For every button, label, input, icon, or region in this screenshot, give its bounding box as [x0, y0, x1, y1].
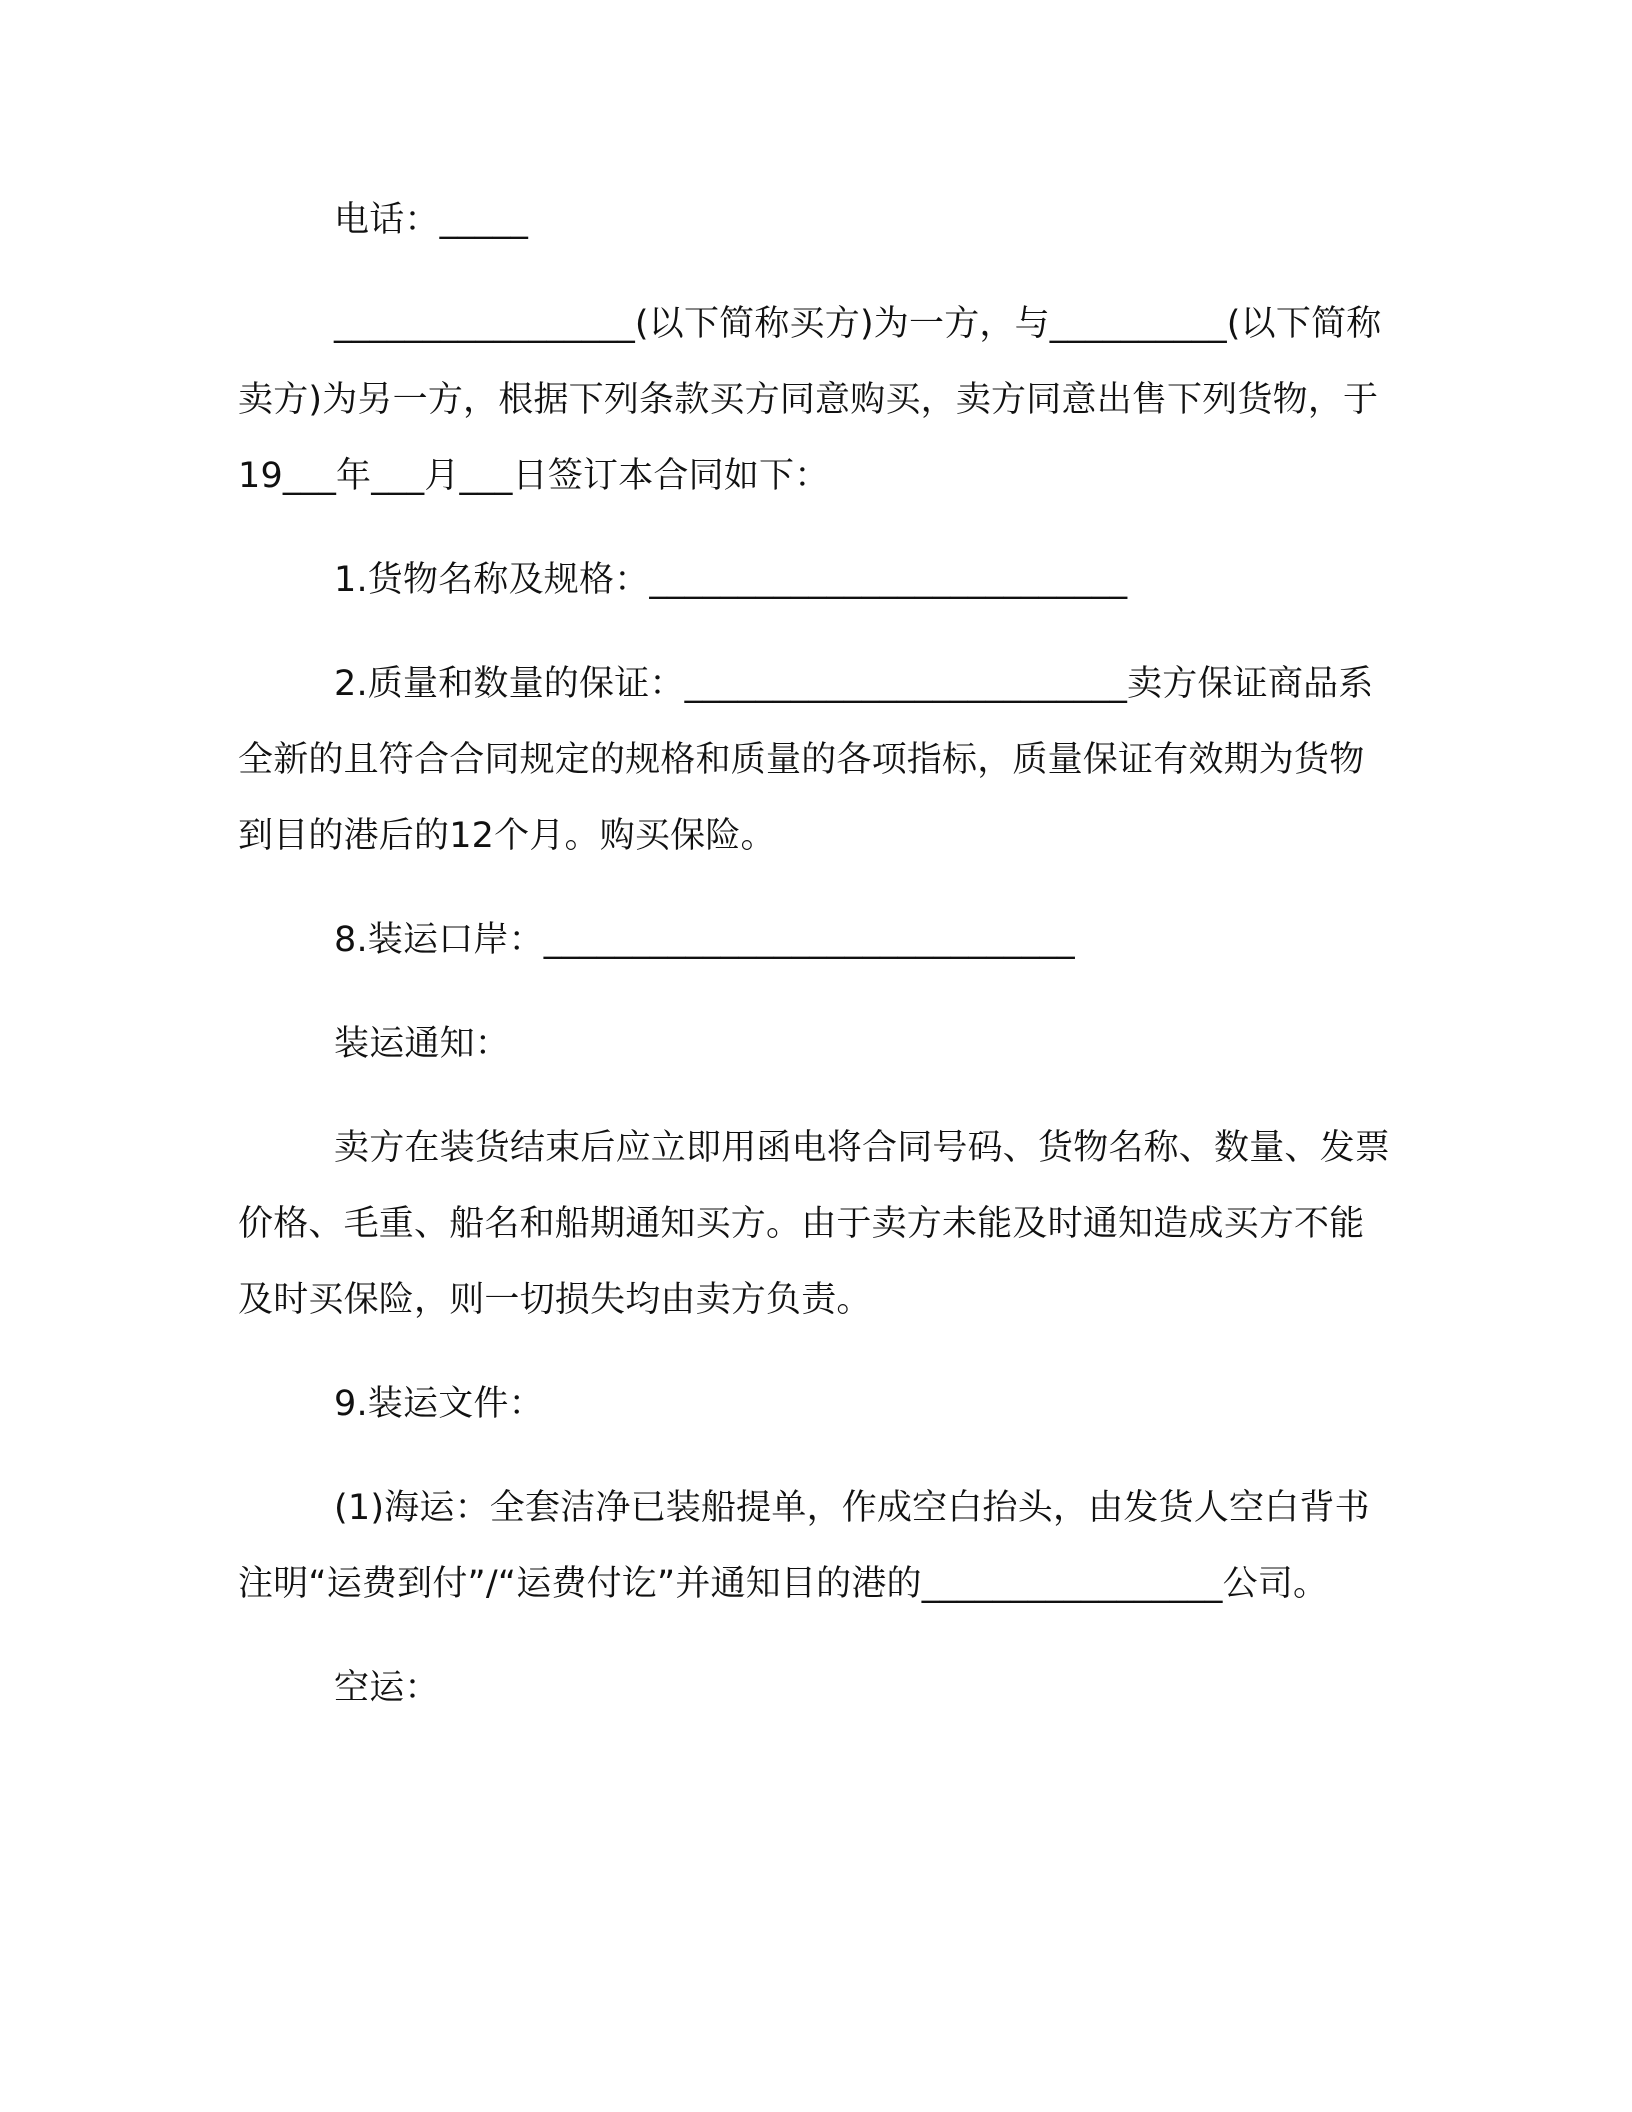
- shipping-notice-heading: 装运通知：: [334, 1024, 511, 1064]
- sea-freight-clause: (1)海运：全套洁净已装船提单，作成空白抬头，由发货人空白背书注明“运费到付”/“运费付讫”并通知目的港的_________________公司。: [238, 1488, 1370, 1604]
- goods-name-spec: 1.货物名称及规格：___________________________: [334, 560, 1128, 600]
- phone-line: 电话：_____: [334, 200, 529, 240]
- air-freight-heading: 空运：: [334, 1668, 440, 1708]
- shipping-documents-heading: 9.装运文件：: [334, 1384, 544, 1424]
- parties-paragraph: _________________(以下简称买方)为一方，与__________(以下简称卖方)为另一方，根据下列条款买方同意购买，卖方同意出售下列货物，于19___年___月___日签订本合同如下：: [238, 304, 1382, 496]
- loading-port: 8.装运口岸：______________________________: [334, 920, 1075, 960]
- quality-guarantee: 2.质量和数量的保证：_________________________卖方保证商品系全新的且符合合同规定的规格和质量的各项指标，质量保证有效期为货物到目的港后的12个月。购买保险。: [238, 664, 1374, 856]
- shipping-notice-text: 卖方在装货结束后应立即用函电将合同号码、货物名称、数量、发票价格、毛重、船名和船期通知买方。由于卖方未能及时通知造成买方不能及时买保险，则一切损失均由卖方负责。: [238, 1128, 1391, 1320]
- contract-body: [238, 182, 1394, 1726]
